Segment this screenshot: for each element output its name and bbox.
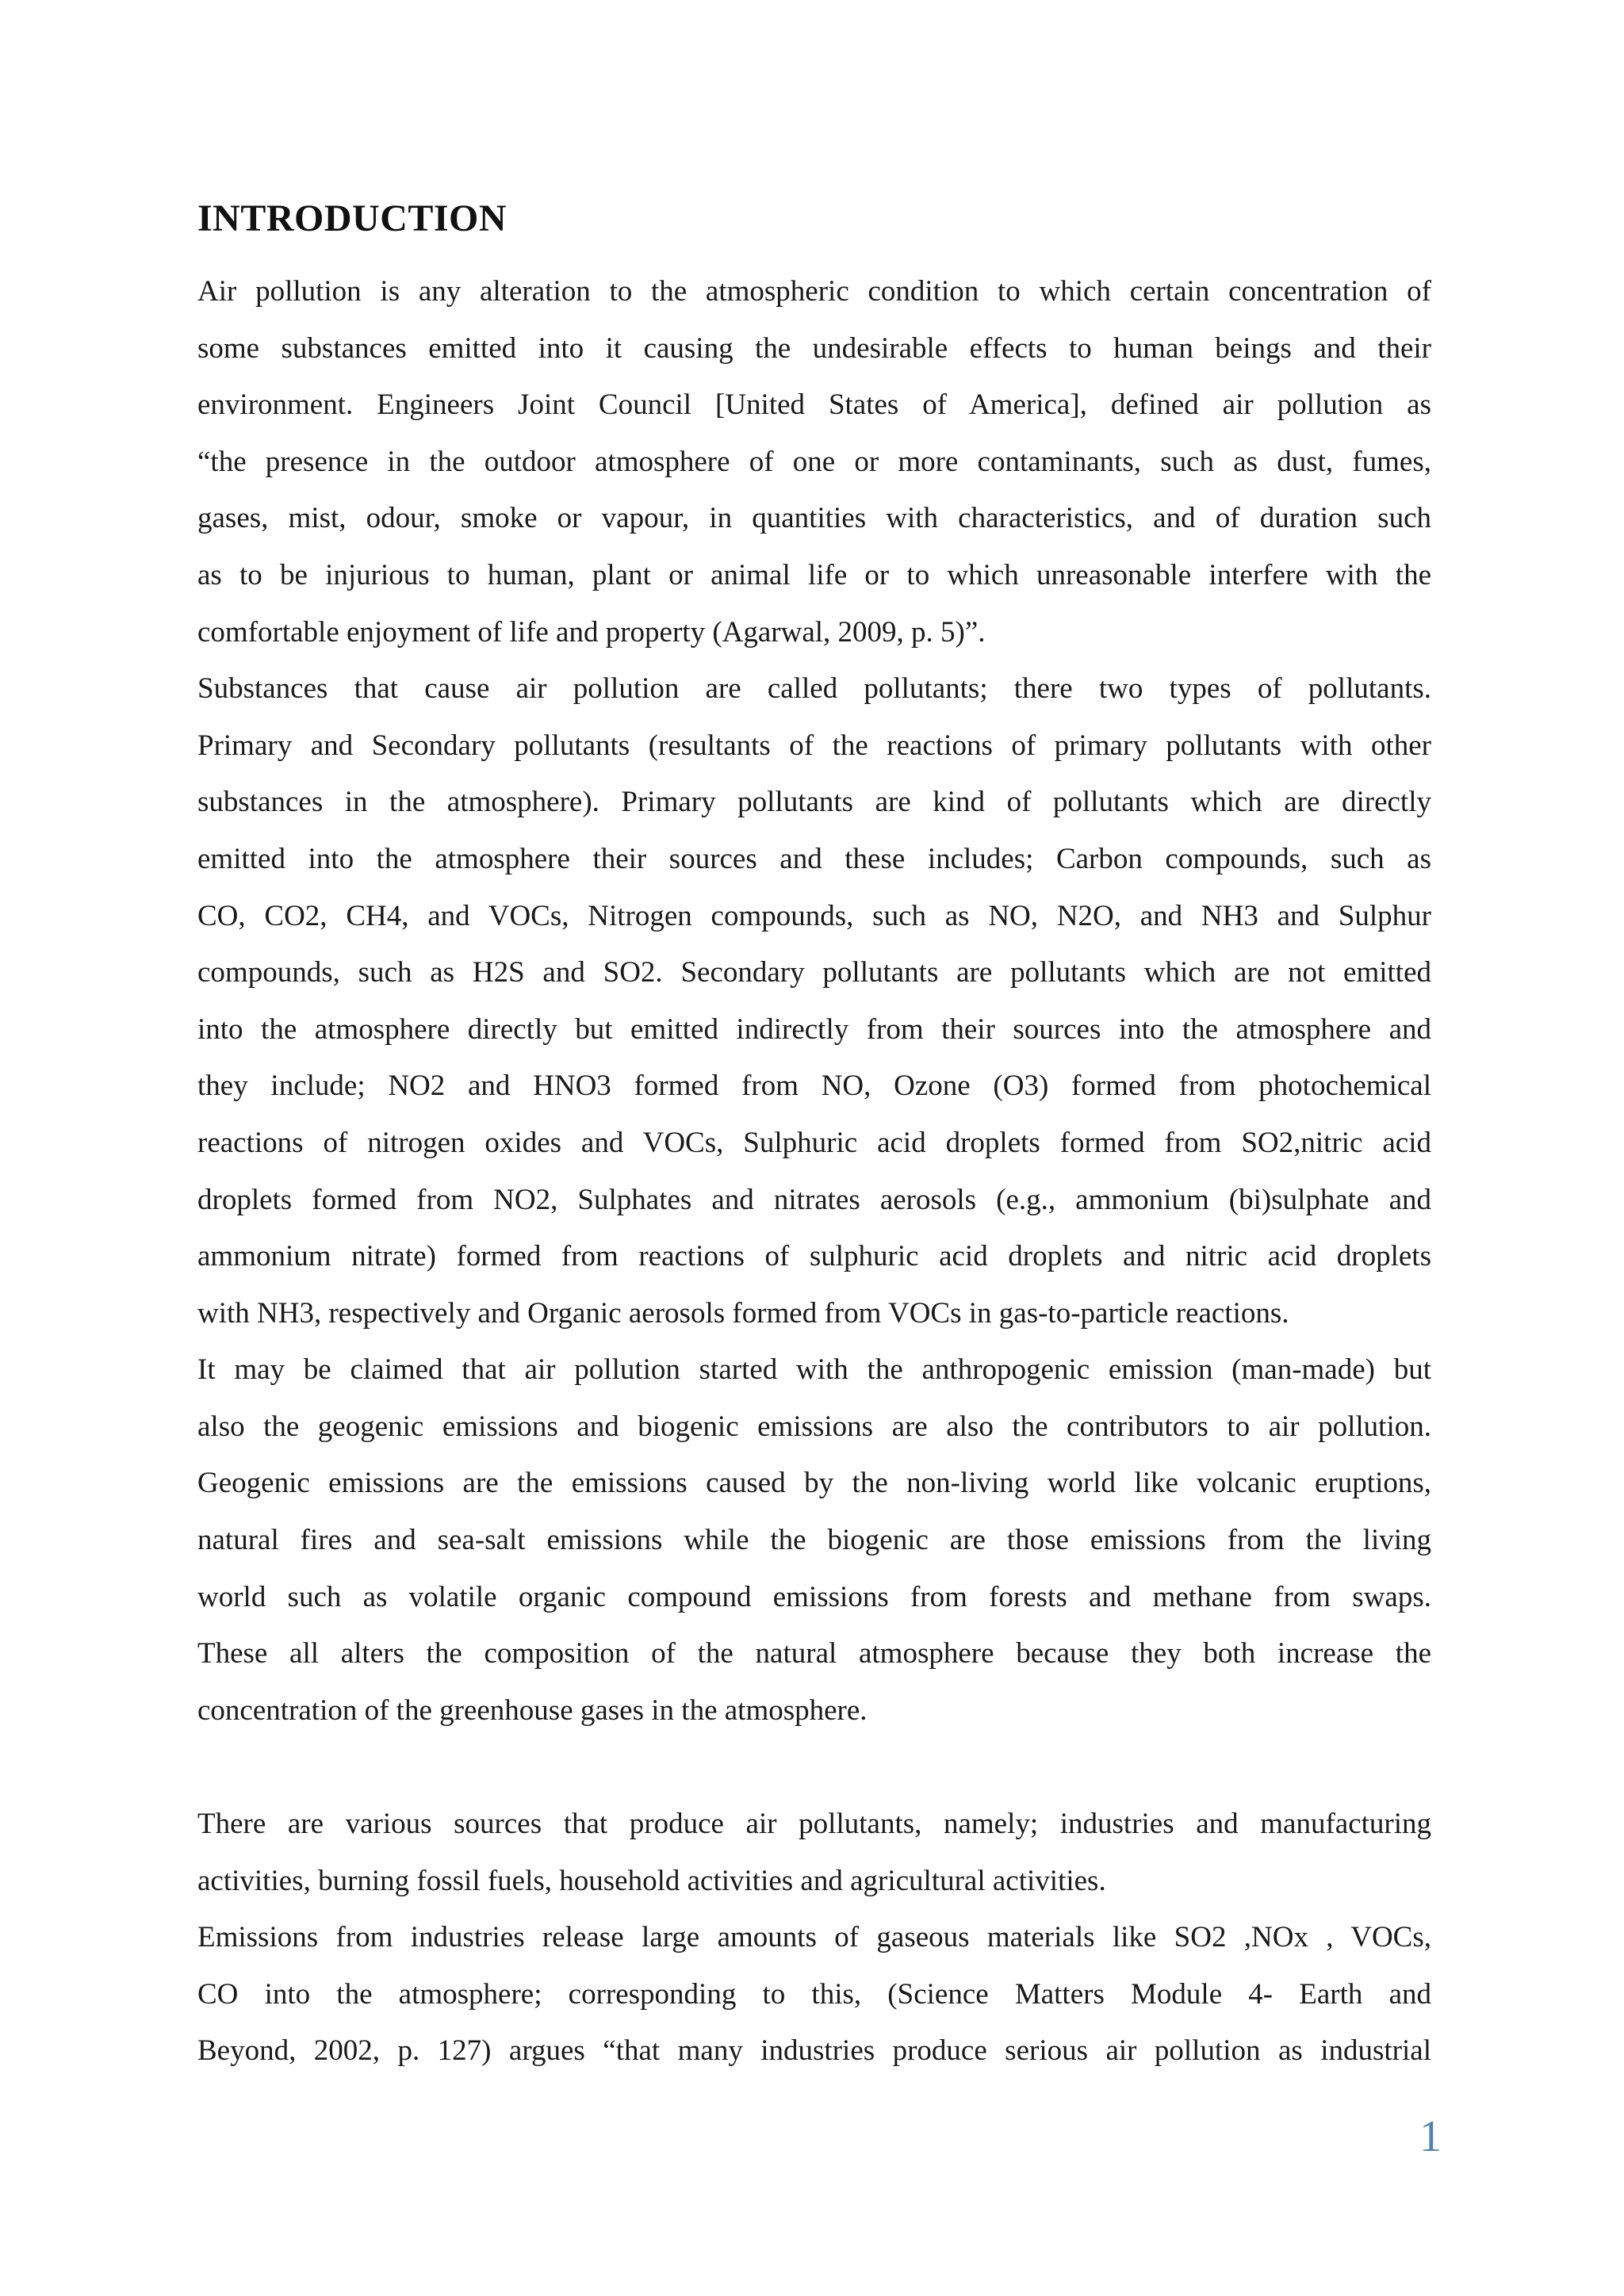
text-line: It may be claimed that air pollution started with the anthropogenic emission (man-made) but <box>197 1353 1431 1387</box>
text-line: natural fires and sea-salt emissions while the biogenic are those emissions from the living <box>197 1524 1431 1557</box>
text-line: “the presence in the outdoor atmosphere of one or more contaminants, such as dust, fumes, <box>197 445 1431 478</box>
text-line: emitted into the atmosphere their sources and these includes; Carbon compounds, such as <box>197 842 1431 875</box>
text-line: Primary and Secondary pollutants (resultants of the reactions of primary pollutants with other <box>197 729 1431 762</box>
text-line: activities, burning fossil fuels, household activities and agricultural activities. <box>197 1864 1106 1897</box>
text-line: These all alters the composition of the natural atmosphere because they both increase the <box>197 1637 1431 1670</box>
text-line: some substances emitted into it causing the undesirable effects to human beings and their <box>197 331 1431 365</box>
text-line: into the atmosphere directly but emitted indirectly from their sources into the atmosphere and <box>197 1012 1431 1046</box>
text-line: also the geogenic emissions and biogenic emissions are also the contributors to air pollution. <box>197 1410 1431 1443</box>
text-line: they include; NO2 and HNO3 formed from NO, Ozone (O3) formed from photochemical <box>197 1070 1431 1103</box>
text-line: comfortable enjoyment of life and property (Agarwal, 2009, p. 5)”. <box>197 615 986 649</box>
body-text <box>197 270 1431 2086</box>
text-line: world such as volatile organic compound emissions from forests and methane from swaps. <box>197 1580 1431 1613</box>
text-line: CO, CO2, CH4, and VOCs, Nitrogen compounds, such as NO, N2O, and NH3 and Sulphur <box>197 899 1431 932</box>
text-line: substances in the atmosphere). Primary pollutants are kind of pollutants which are directly <box>197 786 1431 819</box>
text-line: CO into the atmosphere; corresponding to this, (Science Matters Module 4- Earth and <box>197 1977 1431 2011</box>
text-line: as to be injurious to human, plant or animal life or to which unreasonable interfere with the <box>197 558 1431 591</box>
text-line: environment. Engineers Joint Council [United States of America], defined air pollution as <box>197 388 1431 422</box>
section-heading: INTRODUCTION <box>197 197 508 239</box>
text-line: There are various sources that produce air pollutants, namely; industries and manufacturing <box>197 1808 1431 1841</box>
text-line: ammonium nitrate) formed from reactions of sulphuric acid droplets and nitric acid droplets <box>197 1240 1431 1273</box>
text-line: compounds, such as H2S and SO2. Secondary pollutants are pollutants which are not emitted <box>197 956 1431 989</box>
page-number: 1 <box>1419 2112 1442 2161</box>
text-line: Air pollution is any alteration to the atmospheric condition to which certain concentration of <box>197 275 1431 308</box>
text-line: with NH3, respectively and Organic aerosols formed from VOCs in gas-to-particle reactions. <box>197 1296 1289 1330</box>
text-line: Substances that cause air pollution are called pollutants; there two types of pollutants. <box>197 672 1431 706</box>
text-line: concentration of the greenhouse gases in the atmosphere. <box>197 1693 868 1727</box>
text-line: droplets formed from NO2, Sulphates and nitrates aerosols (e.g., ammonium (bi)sulphate and <box>197 1183 1431 1216</box>
text-line: Beyond, 2002, p. 127) argues “that many industries produce serious air pollution as industrial <box>197 2034 1431 2068</box>
text-line: Emissions from industries release large amounts of gaseous materials like SO2 ,NOx , VOCs, <box>197 1921 1431 1954</box>
text-line: reactions of nitrogen oxides and VOCs, Sulphuric acid droplets formed from SO2,nitric acid <box>197 1126 1431 1159</box>
text-line: Geogenic emissions are the emissions caused by the non-living world like volcanic eruptions, <box>197 1467 1431 1500</box>
text-line: gases, mist, odour, smoke or vapour, in quantities with characteristics, and of duration such <box>197 502 1431 535</box>
paragraph-gap <box>197 1745 1431 1802</box>
